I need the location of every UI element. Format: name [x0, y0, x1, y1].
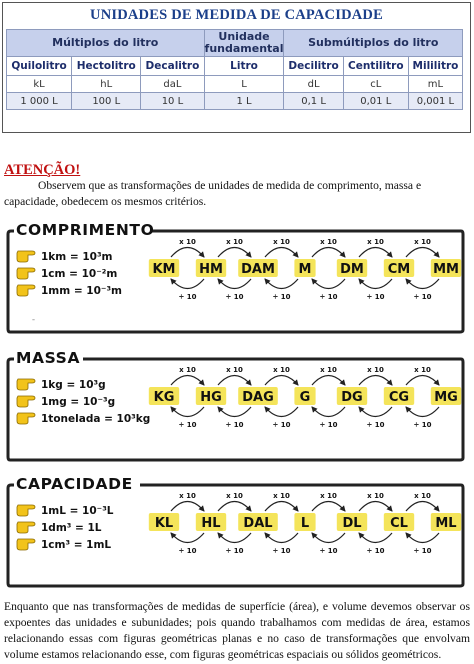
divide-label: ÷ 10 — [272, 421, 291, 429]
unit-label: DG — [341, 390, 363, 405]
unit-label: CG — [388, 390, 410, 405]
multiply-label: x 10 — [320, 492, 337, 500]
table-cell: 1 000 L — [7, 93, 72, 110]
divide-arrow — [218, 407, 251, 417]
divide-label: ÷ 10 — [366, 547, 385, 555]
table-cell: kL — [7, 76, 72, 93]
divide-arrow — [265, 279, 298, 289]
multiply-label: x 10 — [367, 366, 384, 374]
unit-label: DAL — [243, 516, 273, 531]
pointing-hand-icon — [17, 268, 35, 279]
multiply-arrow — [171, 376, 204, 386]
divide-label: ÷ 10 — [319, 547, 338, 555]
pointing-hand-icon — [17, 522, 35, 533]
multiply-label: x 10 — [320, 366, 337, 374]
divide-arrow — [406, 533, 439, 543]
multiply-arrow — [406, 376, 439, 386]
multiply-arrow — [171, 502, 204, 512]
multiply-arrow — [171, 248, 204, 258]
attention-heading: ATENÇÃO! — [4, 162, 81, 178]
divide-label: ÷ 10 — [366, 293, 385, 301]
unit-label: HM — [199, 262, 223, 277]
conversion-rule: 1dm³ = 1L — [41, 522, 102, 534]
unit-label: HL — [201, 516, 221, 531]
column-header: Decilitro — [284, 57, 343, 76]
multiply-arrow — [359, 248, 392, 258]
multiply-label: x 10 — [179, 366, 196, 374]
divide-label: ÷ 10 — [178, 547, 197, 555]
multiply-arrow — [406, 502, 439, 512]
pointing-hand-icon — [17, 396, 35, 407]
divide-label: ÷ 10 — [319, 293, 338, 301]
unit-label: DL — [342, 516, 362, 531]
unit-label: MM — [433, 262, 459, 277]
unit-label: L — [300, 516, 310, 531]
multiply-arrow — [218, 502, 251, 512]
table-cell: cL — [343, 76, 408, 93]
multiply-arrow — [265, 502, 298, 512]
conversion-rule: 1km = 10³m — [41, 251, 113, 263]
divide-arrow — [312, 533, 345, 543]
divide-label: ÷ 10 — [366, 421, 385, 429]
multiply-arrow — [312, 248, 345, 258]
unit-label: G — [299, 390, 311, 405]
divide-label: ÷ 10 — [225, 421, 244, 429]
group-header-multiples: Múltiplos do litro — [7, 30, 205, 57]
divide-arrow — [171, 407, 204, 417]
multiply-arrow — [265, 376, 298, 386]
conversion-panel-massa — [6, 346, 465, 462]
divide-arrow — [312, 407, 345, 417]
multiply-arrow — [359, 502, 392, 512]
table-column-header-row — [7, 57, 463, 76]
divide-arrow — [171, 533, 204, 543]
table-cell: 0,1 L — [284, 93, 343, 110]
multiply-label: x 10 — [414, 238, 431, 246]
conversion-panel-capacidade — [6, 472, 465, 588]
divide-arrow — [312, 279, 345, 289]
conversion-rule: 1tonelada = 10³kg — [41, 413, 151, 425]
unit-label: M — [298, 262, 312, 277]
divide-arrow — [265, 407, 298, 417]
table-row-symbols — [7, 76, 463, 93]
multiply-label: x 10 — [226, 238, 243, 246]
divide-arrow — [218, 279, 251, 289]
unit-label: DAM — [241, 262, 275, 277]
multiply-arrow — [359, 376, 392, 386]
divide-arrow — [406, 279, 439, 289]
pointing-hand-icon — [17, 413, 35, 424]
table-cell: 10 L — [141, 93, 204, 110]
conversion-rule: 1mg = 10⁻³g — [41, 396, 116, 408]
panel-title: CAPACIDADE — [16, 475, 133, 493]
conversion-rule: 1cm³ = 1mL — [41, 539, 112, 551]
divide-arrow — [359, 279, 392, 289]
group-header-submultiples: Submúltiplos do litro — [284, 30, 463, 57]
multiply-label: x 10 — [226, 492, 243, 500]
unit-label: ML — [435, 516, 457, 531]
unit-label: KL — [154, 516, 174, 531]
divide-arrow — [171, 279, 204, 289]
multiply-label: x 10 — [273, 238, 290, 246]
divide-label: ÷ 10 — [319, 421, 338, 429]
table-cell: mL — [408, 76, 462, 93]
unit-label: KG — [153, 390, 175, 405]
multiply-label: x 10 — [320, 238, 337, 246]
panel-border — [8, 485, 463, 586]
table-cell: 100 L — [72, 93, 141, 110]
divide-label: ÷ 10 — [413, 293, 432, 301]
pointing-hand-icon — [17, 251, 35, 262]
multiply-label: x 10 — [414, 492, 431, 500]
column-header: Mililitro — [408, 57, 462, 76]
unit-label: CM — [387, 262, 411, 277]
divide-label: ÷ 10 — [178, 293, 197, 301]
table-cell: 1 L — [204, 93, 284, 110]
multiply-label: x 10 — [273, 366, 290, 374]
column-header: Hectolitro — [72, 57, 141, 76]
conversion-rule: 1cm = 10⁻²m — [41, 268, 118, 280]
divide-arrow — [265, 533, 298, 543]
table-cell: daL — [141, 76, 204, 93]
multiply-label: x 10 — [179, 492, 196, 500]
multiply-arrow — [265, 248, 298, 258]
conversion-rule: 1kg = 10³g — [41, 379, 106, 391]
divide-arrow — [218, 533, 251, 543]
pointing-hand-icon — [17, 285, 35, 296]
capacity-units-table — [6, 29, 463, 110]
multiply-arrow — [312, 376, 345, 386]
divide-arrow — [359, 533, 392, 543]
intro-paragraph: Observem que as transformações de unidades de medida de comprimento, massa e capacidade, obedecem os mesmos critérios. — [4, 179, 422, 208]
table-cell: hL — [72, 76, 141, 93]
conversion-panel-comprimento — [6, 218, 465, 334]
conversion-rule: 1mL = 10⁻³L — [41, 505, 114, 517]
divide-label: ÷ 10 — [413, 547, 432, 555]
panel-capacidade — [6, 472, 465, 588]
divide-label: ÷ 10 — [225, 547, 244, 555]
table-row-values — [7, 93, 463, 110]
multiply-label: x 10 — [367, 238, 384, 246]
divide-label: ÷ 10 — [272, 293, 291, 301]
multiply-label: x 10 — [367, 492, 384, 500]
panel-comprimento — [6, 218, 465, 334]
divide-arrow — [406, 407, 439, 417]
multiply-arrow — [312, 502, 345, 512]
unit-label: CL — [390, 516, 408, 531]
table-title: UNIDADES DE MEDIDA DE CAPACIDADE — [90, 7, 383, 23]
unit-label: DM — [340, 262, 364, 277]
column-header: Quilolitro — [7, 57, 72, 76]
multiply-label: x 10 — [414, 366, 431, 374]
multiply-arrow — [218, 248, 251, 258]
divide-label: ÷ 10 — [178, 421, 197, 429]
multiply-arrow — [218, 376, 251, 386]
column-header: Litro — [204, 57, 284, 76]
stray-mark: - — [32, 314, 35, 324]
multiply-arrow — [406, 248, 439, 258]
panel-border — [8, 359, 463, 460]
pointing-hand-icon — [17, 379, 35, 390]
multiply-label: x 10 — [226, 366, 243, 374]
pointing-hand-icon — [17, 539, 35, 550]
table-cell: 0,001 L — [408, 93, 462, 110]
divide-label: ÷ 10 — [225, 293, 244, 301]
divide-label: ÷ 10 — [272, 547, 291, 555]
conversion-rule: 1mm = 10⁻³m — [41, 285, 122, 297]
table-cell: dL — [284, 76, 343, 93]
unit-label: HG — [200, 390, 222, 405]
column-header: Decalitro — [141, 57, 204, 76]
panel-massa — [6, 346, 465, 462]
group-header-fundamental: Unidade fundamental — [204, 30, 284, 55]
table-cell: 0,01 L — [343, 93, 408, 110]
pointing-hand-icon — [17, 505, 35, 516]
table-cell: L — [204, 76, 284, 93]
unit-label: KM — [152, 262, 176, 277]
unit-label: MG — [434, 390, 458, 405]
table-group-header-row — [7, 30, 463, 57]
multiply-label: x 10 — [273, 492, 290, 500]
panel-title: COMPRIMENTO — [16, 221, 155, 239]
unit-label: DAG — [242, 390, 274, 405]
closing-paragraph: Enquanto que nas transformações de medidas de superfície (área), e volume devemos observar os expoentes das unidades e subunidades; pois quando trabalhamos com medidas de área, estamos relacionando essas com figuras geométricas planas e no caso de transformações que envolvam volume estamos relacionando esse, com figuras geométricas espaciais ou sólidos geométricos. — [4, 600, 470, 661]
multiply-label: x 10 — [179, 238, 196, 246]
divide-label: ÷ 10 — [413, 421, 432, 429]
panel-title: MASSA — [16, 349, 81, 367]
column-header: Centilitro — [343, 57, 408, 76]
divide-arrow — [359, 407, 392, 417]
panel-border — [8, 231, 463, 332]
